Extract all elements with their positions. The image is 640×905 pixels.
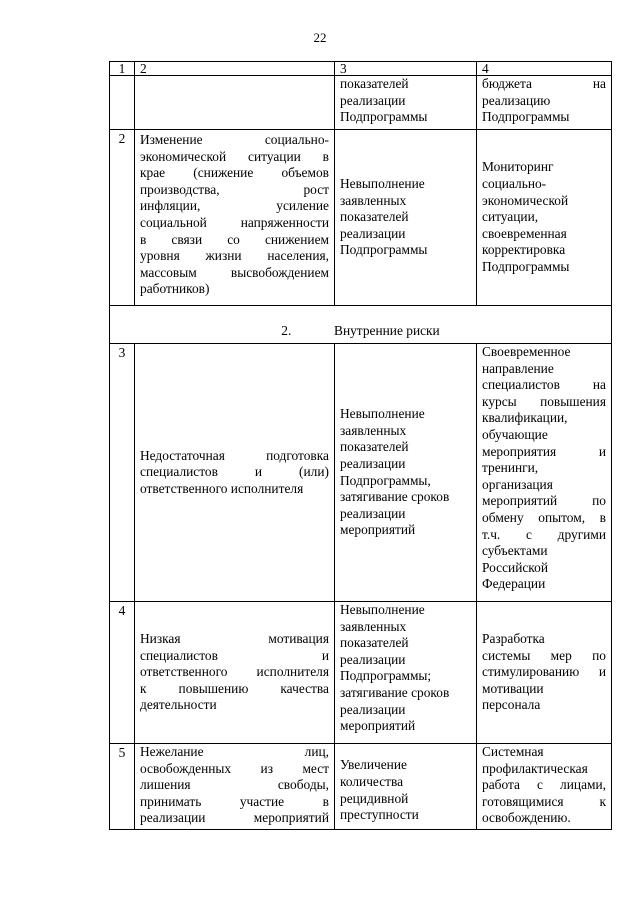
cell-line: социально- <box>482 176 547 192</box>
header-cell-1: 1 <box>110 62 135 76</box>
cell-line: Разработка <box>482 631 545 647</box>
cell-line: тренинги, <box>482 460 539 476</box>
cell-line: социальной напряженности <box>140 214 329 230</box>
cell-line: массовым высвобождением <box>140 264 329 280</box>
cell-line: Невыполнение <box>340 406 425 422</box>
cell-line: преступности <box>340 807 419 823</box>
cell-line: показателей <box>340 209 409 225</box>
cell-line: Нежелание лиц, <box>140 744 329 759</box>
cell-line: субъектами <box>482 543 548 559</box>
cell-line: показателей <box>340 635 409 651</box>
cell-line: готовящимися к <box>482 793 606 809</box>
cell-line: обучающие <box>482 426 548 442</box>
cell-line: рецидивной <box>340 790 409 806</box>
page-number: 22 <box>313 30 327 45</box>
cell-line: специалистов и <box>140 647 329 663</box>
table-row <box>110 130 612 306</box>
cell-line: реализации <box>340 505 406 521</box>
cell-line: в связи со снижением <box>140 231 329 247</box>
cell-line: ситуации, <box>482 209 539 225</box>
table-row <box>110 76 612 130</box>
cell-line: специалистов и (или) <box>140 464 329 480</box>
cell-line: стимулированию и <box>482 664 606 680</box>
cell-line: освобожденных из мест <box>140 760 329 776</box>
risk-cell <box>135 344 335 602</box>
cell-line: Невыполнение <box>340 176 425 192</box>
cell-line: Недостаточная подготовка <box>140 447 329 463</box>
measures-cell <box>477 130 612 306</box>
cell-line: реализации <box>340 701 406 717</box>
cell-line: заявленных <box>340 618 407 634</box>
cell-line: заявленных <box>340 422 407 438</box>
section-title: Внутренние риски <box>334 323 440 339</box>
consequence-cell <box>335 344 477 602</box>
cell-line: Подпрограммы <box>340 109 428 125</box>
cell-line: Подпрограммы, <box>340 472 431 488</box>
table-row <box>110 744 612 830</box>
measures-cell <box>477 602 612 744</box>
cell-line: квалификации, <box>482 410 568 426</box>
row-number <box>110 76 135 130</box>
risk-table <box>109 61 612 830</box>
cell-line: крае (снижение объемов <box>140 165 329 181</box>
cell-line: мотивации <box>482 680 544 696</box>
measures-cell <box>477 344 612 602</box>
cell-line: Подпрограммы <box>340 242 428 258</box>
risk-cell <box>135 76 335 130</box>
header-cell-3: 3 <box>335 62 477 76</box>
table-row <box>110 602 612 744</box>
cell-line: уровня жизни населения, <box>140 248 329 264</box>
cell-line: принимать участие в <box>140 793 329 809</box>
cell-line: т.ч. с другими <box>482 526 606 542</box>
cell-line: Системная <box>482 744 544 759</box>
cell-line: затягивание сроков <box>340 489 450 505</box>
cell-line: Федерации <box>482 576 546 592</box>
cell-line: Российской <box>482 559 548 575</box>
header-cell-2: 2 <box>135 62 335 76</box>
cell-line: своевременная <box>482 225 567 241</box>
cell-line: реализации <box>340 225 406 241</box>
cell-line: к повышению качества <box>140 680 329 696</box>
cell-line: курсы повышения <box>482 393 606 409</box>
cell-line: Увеличение <box>340 757 407 773</box>
cell-line: производства, рост <box>140 181 329 197</box>
cell-line: реализации <box>340 455 406 471</box>
cell-line: Низкая мотивация <box>140 631 329 647</box>
cell-line: специалистов на <box>482 377 606 393</box>
cell-line: количества <box>340 773 404 789</box>
table-header-row <box>110 62 612 76</box>
row-number: 5 <box>110 744 135 830</box>
section-heading <box>110 306 612 344</box>
cell-line: инфляции, усиление <box>140 198 329 214</box>
cell-line: обмену опытом, в <box>482 509 606 525</box>
cell-line: организация <box>482 476 553 492</box>
cell-line: ответственного исполнителя <box>140 664 329 680</box>
cell-line: показателей <box>340 439 409 455</box>
row-number: 2 <box>110 130 135 306</box>
cell-line: бюджета на <box>482 76 606 91</box>
cell-line: персонала <box>482 697 541 713</box>
cell-line: реализации мероприятий <box>140 810 329 826</box>
consequence-cell <box>335 76 477 130</box>
cell-line: Изменение социально- <box>140 132 329 147</box>
cell-line: реализации <box>340 92 406 108</box>
cell-line: показателей <box>340 76 409 91</box>
cell-line: мероприятий по <box>482 493 606 509</box>
cell-line: Подпрограммы <box>482 258 570 274</box>
row-number: 3 <box>110 344 135 602</box>
risk-cell <box>135 130 335 306</box>
cell-line: деятельности <box>140 697 217 713</box>
cell-line: корректировка <box>482 242 566 258</box>
header-cell-4: 4 <box>477 62 612 76</box>
cell-line: затягивание сроков <box>340 684 450 700</box>
cell-line: лишения свободы, <box>140 777 329 793</box>
cell-line: профилактическая <box>482 760 588 776</box>
consequence-cell <box>335 130 477 306</box>
cell-line: реализации <box>340 651 406 667</box>
cell-line: экономической <box>482 192 569 208</box>
cell-line: освобождению. <box>482 810 571 826</box>
cell-line: мероприятий <box>340 718 416 734</box>
cell-line: заявленных <box>340 192 407 208</box>
section-row <box>110 306 612 344</box>
consequence-cell <box>335 744 477 830</box>
row-number: 4 <box>110 602 135 744</box>
measures-cell <box>477 76 612 130</box>
cell-line: Мониторинг <box>482 159 554 175</box>
cell-line: работа с лицами, <box>482 777 606 793</box>
cell-line: работников) <box>140 281 210 297</box>
cell-line: Своевременное <box>482 344 571 359</box>
cell-line: направление <box>482 360 554 376</box>
cell-line: Невыполнение <box>340 602 425 617</box>
cell-line: мероприятия и <box>482 443 606 459</box>
measures-cell <box>477 744 612 830</box>
cell-line: экономической ситуации в <box>140 148 329 164</box>
table-row <box>110 344 612 602</box>
cell-line: ответственного исполнителя <box>140 480 304 496</box>
cell-line: Подпрограммы; <box>340 668 432 684</box>
cell-line: системы мер по <box>482 647 606 663</box>
cell-line: реализацию <box>482 92 551 108</box>
cell-line: Подпрограммы <box>482 109 570 125</box>
cell-line: мероприятий <box>340 522 416 538</box>
consequence-cell <box>335 602 477 744</box>
risk-cell <box>135 744 335 830</box>
section-number: 2. <box>281 323 292 339</box>
risk-cell <box>135 602 335 744</box>
